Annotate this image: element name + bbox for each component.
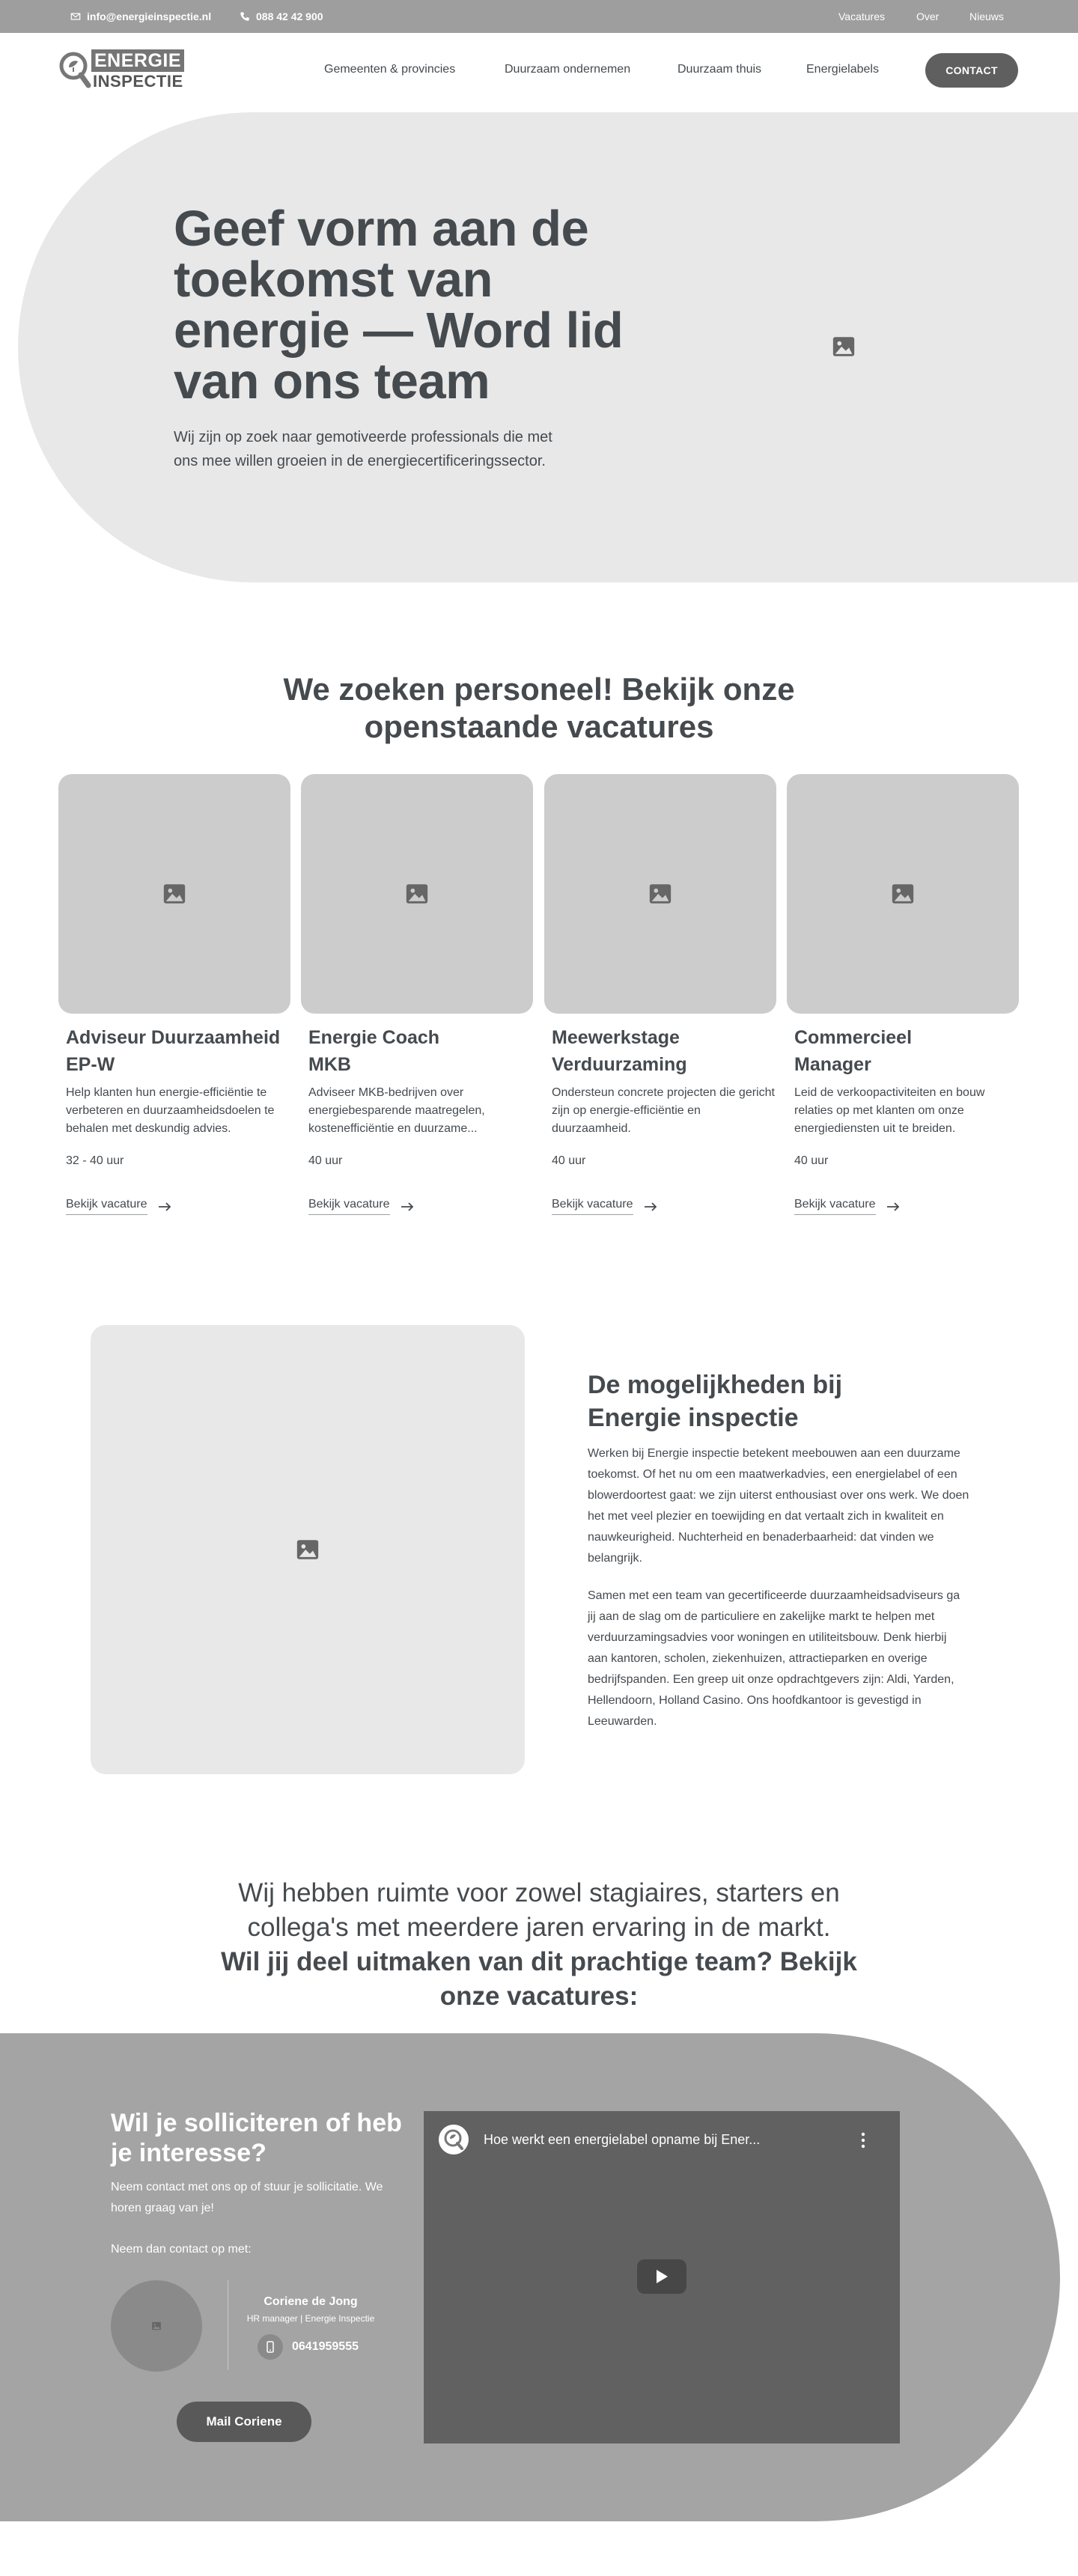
more-vertical-icon[interactable] [861, 2132, 865, 2149]
logo-text-inspectie: INSPECTIE [93, 72, 183, 91]
vacancy-title-1[interactable]: Adviseur Duurzaamheid EP-W [66, 1027, 281, 1075]
hero-subtitle: Wij zijn op zoek naar gemotiveerde professionals die met ons mee willen groeien in de energiecertificeringssector. [174, 429, 552, 469]
vacancy-title-4[interactable]: Commercieel Manager [794, 1027, 913, 1075]
image-icon [890, 881, 916, 907]
room-text-bold: Wil jij deel uitmaken van dit prachtige team? Bekijk onze vacatures: [221, 1947, 857, 2011]
vacancy-desc-1: Help klanten hun energie-efficiëntie te verbeteren en duurzaamheidsdoelen te behalen met deskundig advies. [66, 1086, 275, 1135]
arrow-right-icon [644, 1202, 657, 1212]
arrow-right-icon [401, 1202, 414, 1212]
topbar-email[interactable] [70, 0, 211, 33]
vacancy-desc-2: Adviseer MKB-bedrijven over energiebesparende maatregelen, kostenefficiëntie en duurzame... [308, 1086, 485, 1135]
apply-contact-label: Neem dan contact op met: [111, 2243, 252, 2256]
opportunities-title: De mogelijkheden bij Energie inspectie [588, 1371, 843, 1432]
logo-text-energie: ENERGIE [91, 49, 184, 72]
nav-duurzaam-thuis[interactable]: Duurzaam thuis [677, 63, 762, 76]
topbar-phone-text: 088 42 42 900 [256, 10, 323, 22]
opportunities-paragraph-2: Samen met een team van gecertificeerde duurzaamheidsadviseurs ga jij aan de slag om de particuliere en zakelijke markt te helpen met verduurzamingsadvies voor woningen en utiliteitsbouw. Denk hierbij aan kantoren, scholen, ziekenhuizen, attractieparken en overige bedrijfspanden. Een greep uit onze opdrachtgevers zijn: Aldi, Yarden, Hellendoorn, Holland Casino. Ons hoofdkantoor is gevestigd in Leeuwarden. [588, 1589, 960, 1728]
vacancies-title: We zoeken personeel! Bekijk onze openstaande vacatures [283, 672, 795, 744]
vacancy-link-1[interactable] [66, 1198, 171, 1215]
vacancy-link-2[interactable] [308, 1198, 414, 1215]
mobile-phone-icon [258, 2334, 283, 2360]
vacancy-image-2[interactable] [301, 774, 533, 1014]
image-icon [295, 1537, 320, 1562]
nav-energielabels[interactable]: Energielabels [806, 63, 879, 76]
contact-person-role: HR manager | Energie Inspectie [246, 2313, 375, 2324]
hero-image-icon [831, 334, 856, 359]
logo-magnifier-icon [439, 2125, 469, 2155]
contact-person-phone[interactable] [258, 2334, 359, 2360]
vacancy-image-1[interactable] [58, 774, 290, 1014]
room-text-regular: Wij hebben ruimte voor zowel stagiaires, starters en collega's met meerdere jaren ervaring in de markt. [238, 1878, 840, 1942]
vacancy-hours-2: 40 uur [308, 1154, 343, 1167]
image-icon [404, 881, 430, 907]
site-header [0, 33, 1078, 112]
opportunities-image [91, 1325, 525, 1774]
vacancy-hours-1: 32 - 40 uur [66, 1154, 124, 1167]
logo-magnifier-icon [58, 51, 91, 90]
vacancy-title-2[interactable]: Energie Coach MKB [308, 1027, 440, 1075]
arrow-right-icon [158, 1202, 171, 1212]
video-embed[interactable] [424, 2111, 900, 2443]
vacancy-hours-4: 40 uur [794, 1154, 829, 1167]
image-icon [648, 881, 673, 907]
topbar-link-nieuws[interactable]: Nieuws [969, 10, 1004, 22]
video-channel-logo[interactable] [439, 2125, 469, 2155]
image-icon [151, 2321, 162, 2331]
vacancy-link-label: Bekijk vacature [552, 1198, 633, 1215]
play-icon [655, 2269, 669, 2284]
video-title[interactable]: Hoe werkt een energielabel opname bij Ener... [484, 2132, 761, 2147]
contact-button[interactable]: CONTACT [925, 53, 1018, 88]
topbar-link-vacatures[interactable]: Vacatures [838, 10, 885, 22]
topbar-phone[interactable] [240, 0, 323, 33]
topbar-email-text: info@energieinspectie.nl [87, 10, 212, 22]
vacancy-image-4[interactable] [787, 774, 1019, 1014]
room-text [217, 1876, 861, 2014]
phone-icon [240, 11, 250, 22]
vacancy-desc-3: Ondersteun concrete projecten die gericht zijn op energie-efficiëntie en duurzaamheid. [552, 1086, 775, 1135]
vacancy-link-label: Bekijk vacature [794, 1198, 876, 1215]
apply-subtitle: Neem contact met ons op of stuur je sollicitatie. We horen graag van je! [111, 2181, 383, 2214]
apply-title: Wil je solliciteren of heb je interesse? [111, 2109, 402, 2167]
vacancy-desc-4: Leid de verkoopactiviteiten en bouw relaties op met klanten om onze energiediensten uit te breiden. [794, 1086, 985, 1135]
hero-title: Geef vorm aan de toekomst van energie — Word lid van ons team [174, 201, 624, 409]
contact-person-name: Coriene de Jong [264, 2295, 358, 2308]
video-play-button[interactable] [637, 2259, 686, 2294]
opportunities-paragraph-1: Werken bij Energie inspectie betekent meebouwen aan een duurzame toekomst. Of het nu om een maatwerkadvies, een energielabel of een blowerdoortest gaat: we zijn uiterst enthousiast over ons werk. We doen het met veel plezier en toewijding en dat vertaalt zich in kwaliteit en nauwkeurigheid. Nuchterheid en benaderbaarheid: dat vinden we belangrijk. [588, 1447, 969, 1565]
image-icon [162, 881, 187, 907]
vacancy-link-3[interactable] [552, 1198, 657, 1215]
vacancy-hours-3: 40 uur [552, 1154, 586, 1167]
vacancy-link-label: Bekijk vacature [308, 1198, 390, 1215]
logo[interactable] [58, 48, 183, 93]
contact-phone-number: 0641959555 [292, 2340, 359, 2353]
vacancy-link-label: Bekijk vacature [66, 1198, 147, 1215]
mail-icon [70, 11, 81, 22]
top-bar [0, 0, 1078, 33]
vacancy-image-3[interactable] [544, 774, 776, 1014]
mail-coriene-button[interactable]: Mail Coriene [177, 2402, 311, 2442]
nav-gemeenten[interactable]: Gemeenten & provincies [324, 63, 456, 76]
vacancy-title-3[interactable]: Meewerkstage Verduurzaming [552, 1027, 687, 1075]
topbar-link-over[interactable]: Over [916, 10, 940, 22]
nav-duurzaam-ondernemen[interactable]: Duurzaam ondernemen [505, 63, 631, 76]
arrow-right-icon [886, 1202, 900, 1212]
vacancy-link-4[interactable] [794, 1198, 900, 1215]
avatar [111, 2280, 202, 2372]
